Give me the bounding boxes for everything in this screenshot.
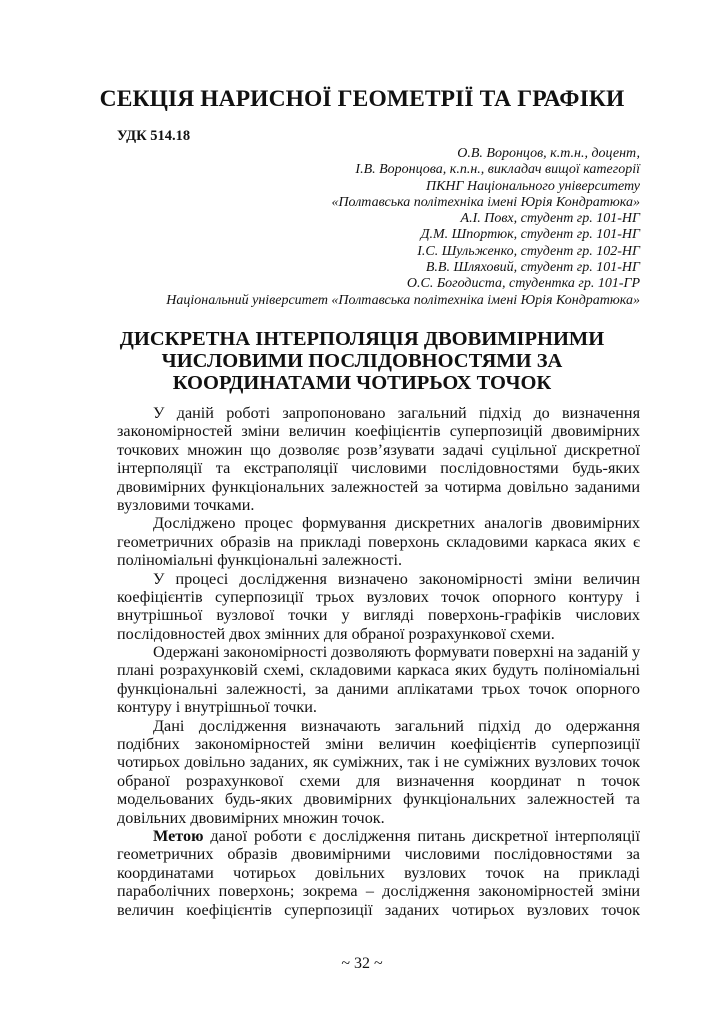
paragraph-text: геометричних образів на прикладі поверхонь складовими каркаса яких є [117, 532, 640, 551]
paragraph-line [117, 441, 640, 459]
paragraph-line [117, 551, 640, 569]
paragraph-line [117, 735, 640, 753]
paragraph-text: даної роботи є дослідження питань дискретної інтерполяції [203, 826, 641, 845]
paragraph-line-text [153, 827, 640, 845]
author-line: А.І. Повх, студент гр. 101-НГ [460, 211, 640, 227]
paragraph-line-text [117, 698, 317, 716]
author-line: О.С. Богодиста, студентка гр. 101-ГР [406, 276, 640, 292]
paragraph-line [117, 588, 640, 606]
paragraph-line-text [117, 441, 640, 459]
paragraph-line-text [117, 661, 640, 679]
paragraph-line-text [117, 459, 640, 477]
paragraph-text: У процесі дослідження визначено закономірності зміни величин [153, 569, 641, 588]
authors-block [166, 146, 640, 309]
paragraph-line [117, 717, 640, 735]
paragraph-line-text [117, 680, 640, 698]
author-line: І.С. Шульженко, студент гр. 102-НГ [417, 243, 640, 259]
paragraph-text: контуру і внутрішньої точки. [117, 698, 317, 717]
paragraph-line [117, 459, 640, 477]
paragraph-text: Досліджено процес формування дискретних аналогів двовимірних [153, 514, 640, 533]
paragraph-line-text [117, 625, 555, 643]
paragraph-line [117, 845, 640, 863]
paragraph-text: внутрішньої вузлової точки у вигляді поверхонь-графіків числових [117, 606, 641, 625]
paragraph-text: У даній роботі запропоновано загальний підхід до визначення [153, 404, 641, 422]
paragraph-text: геометричних образів двовимірними числовими послідовностями за [117, 845, 640, 864]
article-body [117, 404, 640, 919]
paragraph-text: коефіцієнтів суперпозиції трьох вузлових точок опорного контуру і [117, 587, 640, 606]
article-title [0, 328, 724, 394]
author-line: ПКНГ Національного університету [426, 178, 640, 194]
paragraph-line-text [117, 478, 640, 496]
paragraph-line-text [117, 864, 640, 882]
article-title-line: ЧИСЛОВИМИ ПОСЛІДОВНОСТЯМИ ЗА [161, 350, 563, 372]
paragraph-line [117, 772, 640, 790]
paragraph-text: вузловими точками. [117, 495, 255, 514]
paragraph-line-text [117, 588, 640, 606]
section-title: СЕКЦІЯ НАРИСНОЇ ГЕОМЕТРІЇ ТА ГРАФІКИ [99, 86, 625, 112]
article-title-line: ДИСКРЕТНА ІНТЕРПОЛЯЦІЯ ДВОВИМІРНИМИ [119, 328, 605, 350]
paragraph-line [117, 404, 640, 422]
paragraph-text: подібних закономірностей зміни величин коефіцієнтів суперпозиції [117, 735, 641, 754]
paragraph-line [117, 478, 640, 496]
paragraph-line [117, 514, 640, 532]
paragraph-line-text [117, 882, 640, 900]
paragraph-line [117, 864, 640, 882]
paragraph-lead: Метою [153, 826, 204, 845]
paragraph-line-text [153, 570, 640, 588]
paragraph-line [117, 606, 640, 624]
paragraph-line-text [117, 753, 640, 771]
paragraph-text: величин коефіцієнтів суперпозиції заданих чотирьох вузлових точок [117, 900, 640, 919]
page-number: ~ 32 ~ [341, 955, 383, 972]
paragraph-text: параболічних поверхонь; зокрема – дослідження закономірностей зміни [117, 882, 641, 901]
paragraph-text: чотирьох довільно заданих, як суміжних, так і не суміжних вузлових точок [117, 753, 641, 772]
author-line: О.В. Воронцов, к.т.н., доцент, [457, 146, 640, 161]
author-line: Д.М. Шпортюк, студент гр. 101-НГ [420, 227, 640, 243]
paragraph-line-text [117, 735, 640, 753]
paragraph-line [117, 661, 640, 679]
paragraph-text: точкових множин що дозволяє розв’язувати задачі суцільної дискретної [117, 440, 641, 459]
paragraph-line-text [153, 643, 640, 661]
paragraph-text: довільних двовимірних множин точок. [117, 808, 385, 827]
paragraph-text: двовимірних функціональних залежностей за чотирма довільно заданими [117, 477, 641, 496]
paragraph-line [117, 901, 640, 919]
paragraph-line [117, 422, 640, 440]
paragraph-text: Одержані закономірності дозволяють формувати поверхні на заданій у [153, 643, 641, 662]
paragraph-text: координатами чотирьох довільних вузлових точок на прикладі [117, 863, 640, 882]
paragraph-text: плані розрахунковій схемі, складовими каркаса яких будуть поліноміальні [117, 661, 640, 680]
paragraph-line [117, 790, 640, 808]
paragraph-text: інтерполяції та екстраполяції числовими послідовностями будь-яких [117, 459, 641, 478]
paragraph-line [117, 698, 640, 716]
author-line: Національний університет «Полтавська політехніка імені Юрія Кондратюка» [166, 292, 640, 308]
paragraph-line [117, 570, 640, 588]
paragraph-line-text [117, 845, 640, 863]
paragraph-line-text [153, 404, 640, 422]
paragraph-text: закономірностей зміни величин коефіцієнтів суперпозицій двовимірних [117, 422, 640, 441]
paragraph-line [117, 753, 640, 771]
paragraph-line [117, 882, 640, 900]
paragraph-line-text [117, 551, 402, 569]
paragraph-line [117, 827, 640, 845]
author-line: «Полтавська політехніка імені Юрія Кондратюка» [331, 194, 640, 210]
paragraph-line [117, 809, 640, 827]
paragraph-line-text [117, 533, 640, 551]
udk-code: УДК 514.18 [117, 128, 191, 144]
paragraph-line-text [117, 606, 640, 624]
paragraph-text: модельованих будь-яких двовимірних функціональних залежностей та [117, 790, 640, 809]
paragraph-line-text [153, 514, 640, 532]
paragraph-line [117, 625, 640, 643]
paragraph-text: послідовностей двох змінних для обраної розрахункової схеми. [117, 624, 555, 643]
paragraph-text: поліноміальні функціональні залежності. [117, 551, 403, 570]
paragraph-text: функціональні залежності, за даними аплікатами трьох точок опорного [117, 679, 640, 698]
paragraph-line-text [117, 901, 640, 919]
paragraph-line-text [117, 772, 640, 790]
author-line: І.В. Воронцова, к.п.н., викладач вищої категорії [355, 162, 640, 178]
paragraph-line [117, 533, 640, 551]
paragraph-line-text [117, 496, 254, 514]
paragraph-text: Дані дослідження визначають загальний підхід до одержання [153, 716, 640, 735]
author-line: В.В. Шляховий, студент гр. 101-НГ [425, 260, 640, 276]
paragraph-line-text [117, 422, 640, 440]
paragraph-line-text [153, 717, 640, 735]
article-title-line: КООРДИНАТАМИ ЧОТИРЬОХ ТОЧОК [172, 372, 552, 394]
paragraph-line-text [117, 790, 640, 808]
paragraph-line [117, 496, 640, 514]
paragraph-line [117, 680, 640, 698]
paragraph-text: обраної розрахункової схеми для визначення координат n точок [117, 771, 640, 790]
paragraph-line-text [117, 809, 385, 827]
paragraph-line [117, 643, 640, 661]
